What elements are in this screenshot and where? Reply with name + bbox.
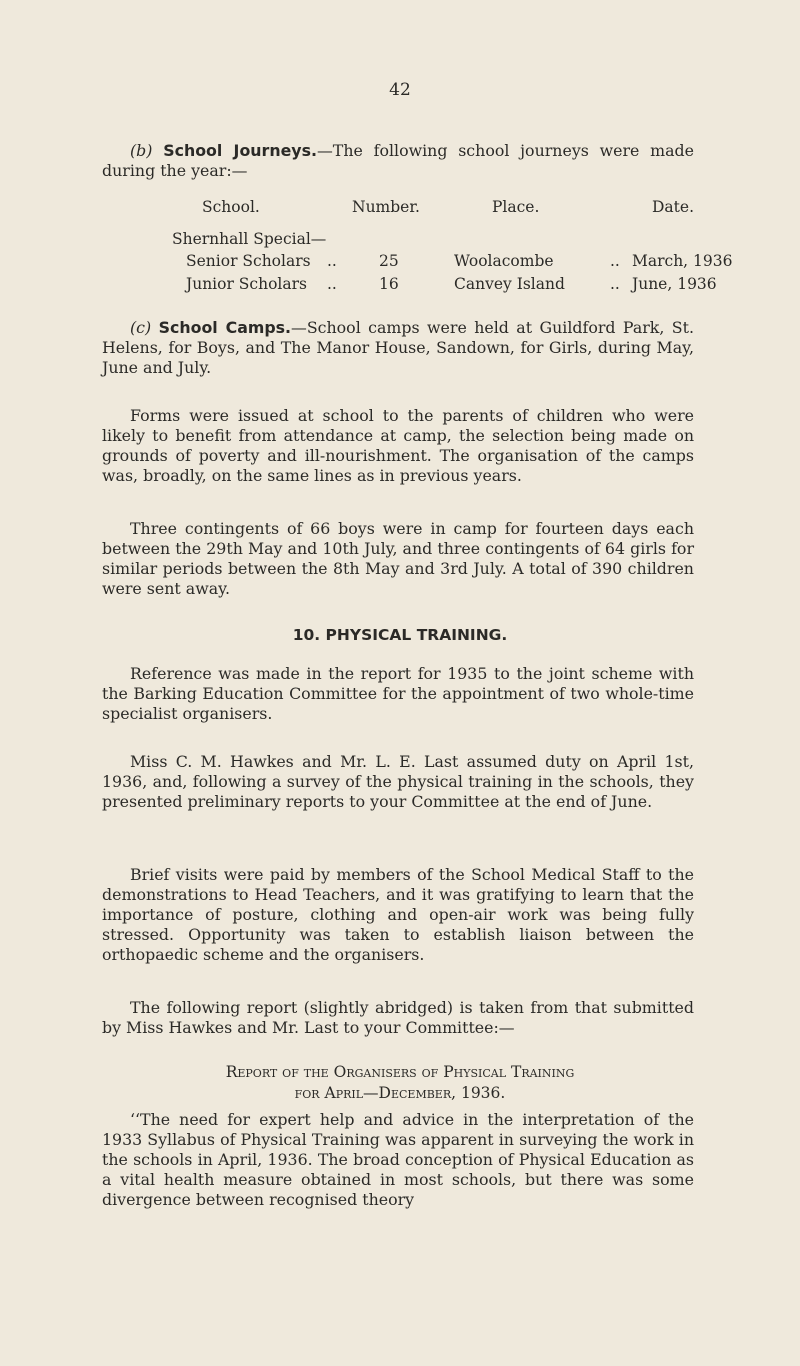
school-journeys-table	[102, 198, 733, 298]
row-2-school: Junior Scholars	[186, 275, 307, 293]
row-1-leader-2: ..	[610, 252, 620, 270]
miss-hawkes-paragraph: Miss C. M. Hawkes and Mr. L. E. Last assumed duty on April 1st, 1936, and, following a survey of the physical training in the schools, they presented preliminary reports to your Committee at the end of June.	[102, 752, 694, 811]
contingents-paragraph: Three contingents of 66 boys were in camp for fourteen days each between the 29th May and 10th July, and three contingents of 64 girls for similar periods between the 8th May and 3rd July. A total of 390 children were sent away.	[102, 519, 694, 598]
row-2-date: June, 1936	[632, 275, 717, 293]
need-paragraph: ‘‘The need for expert help and advice in the interpretation of the 1933 Syllabus of Physical Training was apparent in surveying the work in the schools in April, 1936. The broad conception of Physical Education as a vital health measure obtained in most schools, but there was some divergence between recognised theory	[102, 1110, 694, 1209]
report-heading-line-1: Report of the Organisers of Physical Training	[225, 1063, 575, 1081]
following-report-paragraph: The following report (slightly abridged) is taken from that submitted by Miss Hawkes and Mr. Last to your Committee:—	[102, 998, 694, 1037]
row-1-school: Senior Scholars	[186, 252, 311, 270]
reference-paragraph: Reference was made in the report for 1935 to the joint scheme with the Barking Education Committee for the appointment of two whole-time specialist organisers.	[102, 664, 694, 723]
school-journeys-label: (b)	[130, 141, 153, 160]
row-2-number: 16	[379, 275, 399, 293]
header-place: Place.	[492, 198, 540, 216]
forms-paragraph: Forms were issued at school to the parents of children who were likely to benefit from attendance at camp, the selection being made on grounds of poverty and ill-nourishment. The organisation of the camps was, broadly, on the same lines as in previous years.	[102, 406, 694, 485]
report-heading-line-2: for April—December, 1936.	[294, 1084, 506, 1102]
row-2-place: Canvey Island	[454, 275, 565, 293]
row-1-date: March, 1936	[632, 252, 733, 270]
header-number: Number.	[352, 198, 420, 216]
school-journeys-paragraph	[102, 141, 694, 181]
header-school: School.	[202, 198, 260, 216]
row-1-leader: ..	[327, 252, 337, 270]
section-heading: 10. PHYSICAL TRAINING.	[292, 626, 508, 644]
row-2-leader: ..	[327, 275, 337, 293]
row-1-number: 25	[379, 252, 399, 270]
page-number: 42	[389, 80, 411, 100]
school-camps-paragraph	[102, 318, 694, 378]
school-camps-title: School Camps.	[158, 318, 292, 337]
school-camps-text: —School camps were held at Guildford Park, St. Helens, for Boys, and The Manor House, Sandown, for Girls, during May, June and July.	[102, 318, 694, 377]
brief-visits-paragraph: Brief visits were paid by members of the School Medical Staff to the demonstrations to Head Teachers, and it was gratifying to learn that the importance of posture, clothing and open-air work was being fully stressed. Opportunity was taken to establish liaison between the orthopaedic scheme and the organisers.	[102, 865, 694, 964]
row-1-place: Woolacombe	[454, 252, 554, 270]
header-date: Date.	[652, 198, 694, 216]
row-2-leader-2: ..	[610, 275, 620, 293]
school-journeys-title: School Journeys.	[163, 141, 317, 160]
school-camps-label: (c)	[130, 318, 152, 337]
school-journeys-intro: —The following school journeys were made during the year:—	[102, 141, 694, 180]
table-group-label: Shernhall Special—	[172, 230, 327, 248]
